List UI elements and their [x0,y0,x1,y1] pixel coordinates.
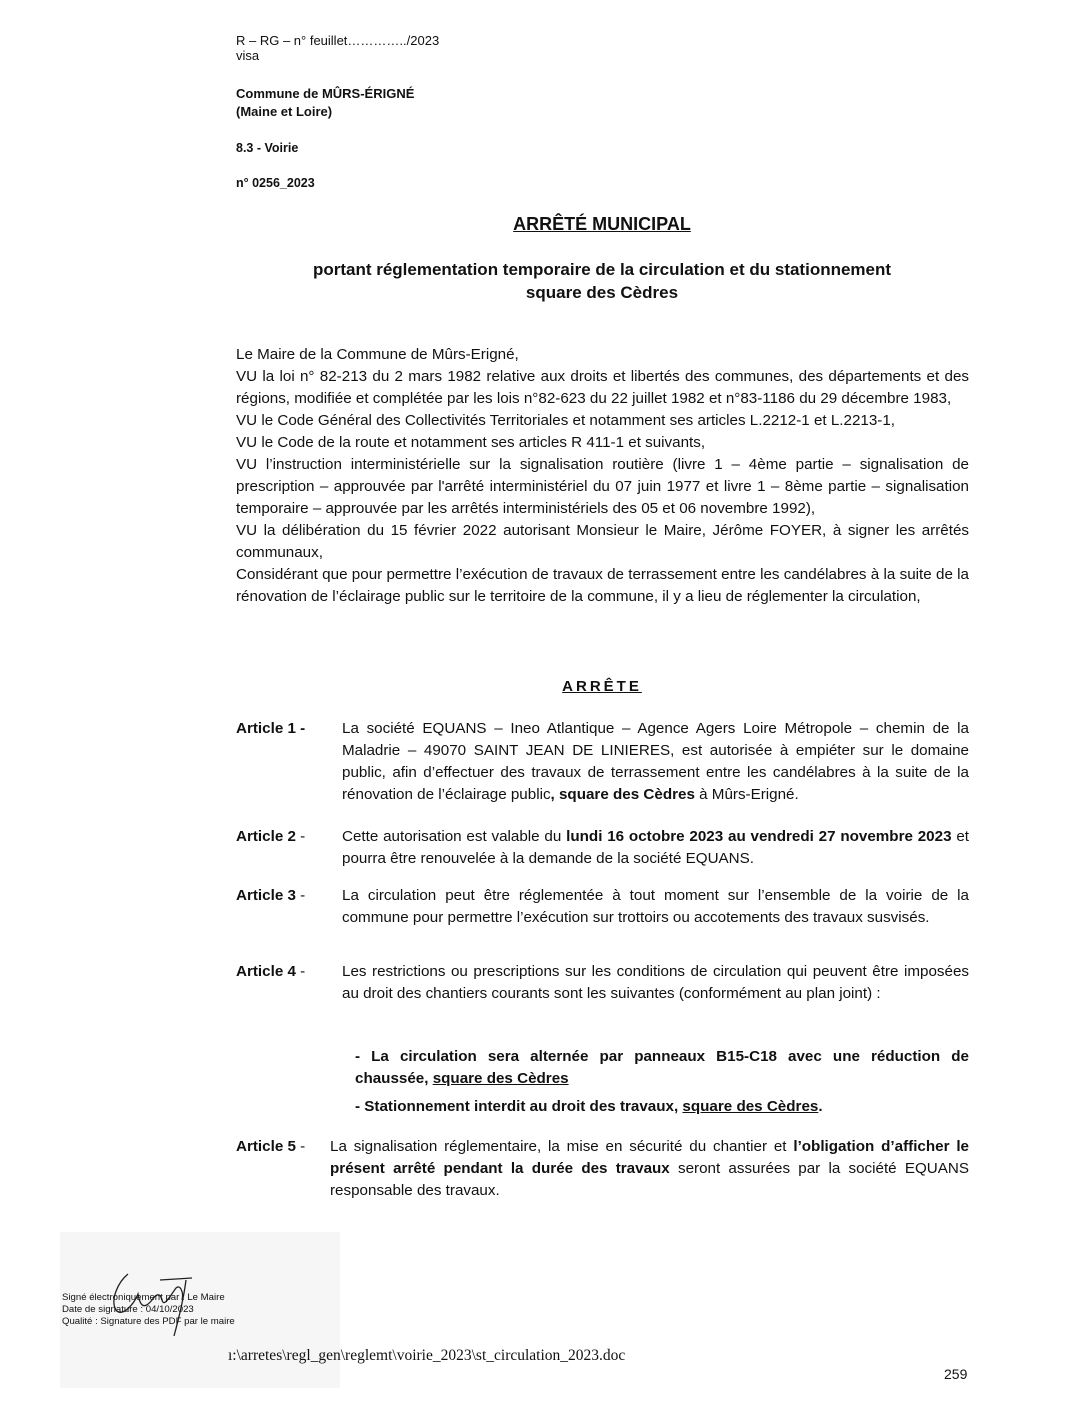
article-1-location: , square des Cèdres [550,786,695,803]
article-4-bullet-2 [355,1096,969,1118]
signature-date: Date de signature : 04/10/2023 [62,1304,194,1315]
article-2-label-dash: - [295,828,306,845]
article-1-label: Article 1 - [236,720,306,737]
signature-signer: Signé électroniquement par : Le Maire [62,1292,225,1303]
preamble-line: VU le Code de la route et notamment ses articles R 411-1 et suivants, [236,434,706,451]
article-1-text [342,718,969,806]
article-3-label [236,885,305,907]
page-number: 259 [944,1366,968,1382]
subtitle-line-1: portant réglementation temporaire de la circulation et du stationnement [312,260,892,279]
article-4-text: Les restrictions ou prescriptions sur les conditions de circulation qui peuvent être imposées au droit des chantiers courants sont les suivantes (conformément au plan joint) : [342,963,969,1002]
bullet-1-location: square des Cèdres [432,1070,569,1087]
commune-name: Commune de MÛRS-ÉRIGNÉ [236,86,415,101]
article-4-label [236,961,305,983]
decision-heading: ARRÊTE [562,678,642,695]
bullet-1-text: - La circulation sera alternée par panneaux B15-C18 avec une réduction de chaussée, [355,1048,969,1087]
visa-label: visa [236,48,260,63]
article-1-text-main: La société EQUANS – Ineo Atlantique – Agence Agers Loire Métropole – chemin de la Maladrie – 49070 SAINT JEAN DE LINIERES, est autorisée à empiéter sur le domaine public, afin d’effectuer des travaux de terrassement entre les candélabres à la suite de la rénovation de l’éclairage public [342,720,969,803]
article-2-label-bold: Article 2 [236,828,296,845]
article-5-text-end: seront assurées par la société EQUANS responsable des travaux. [330,1160,969,1199]
article-2-text-main: Cette autorisation est valable du [342,828,567,845]
article-5-obligation: l’obligation d’afficher le présent arrêté pendant la durée des travaux [330,1138,970,1177]
article-2-dates: lundi 16 octobre 2023 au vendredi 27 novembre 2023 [566,828,952,845]
decree-number: n° 0256_2023 [236,176,315,190]
department-name: (Maine et Loire) [236,104,333,119]
signature-details [62,1292,235,1328]
reference-line: R – RG – n° feuillet…………../2023 [236,33,440,48]
bullet-2-location: square des Cèdres [682,1098,819,1115]
article-5-label [236,1136,305,1158]
subtitle-line-2: square des Cèdres [525,283,679,302]
preamble-line: Considérant que pour permettre l’exécution de travaux de terrassement entre les candélabres à la suite de la rénovation de l’éclairage public sur le territoire de la commune, il y a lieu de réglementer la circulation, [236,566,969,605]
bullet-2-text: - Stationnement interdit au droit des travaux, [355,1098,683,1115]
preamble-line: VU la loi n° 82-213 du 2 mars 1982 relative aux droits et libertés des communes, des départements et des régions, modifiée et complétée par les lois n°82-623 du 22 juillet 1982 et n°83-1186 du 29 décembre 1983, [236,368,969,407]
article-4-bullet-1 [355,1046,969,1090]
article-3-label-bold: Article 3 [236,887,296,904]
category-label: 8.3 - Voirie [236,141,299,155]
document-title: ARRÊTÉ MUNICIPAL [513,214,691,234]
article-2-text [342,826,969,870]
article-5-label-bold: Article 5 [236,1138,296,1155]
article-5-text-main: La signalisation réglementaire, la mise en sécurité du chantier et [330,1138,794,1155]
preamble-line: VU la délibération du 15 février 2022 autorisant Monsieur le Maire, Jérôme FOYER, à signer les arrêtés communaux, [236,522,969,561]
file-path: ı:\arretes\regl_gen\reglemt\voirie_2023\st_circulation_2023.doc [228,1347,626,1364]
article-4-label-dash: - [295,963,306,980]
article-1-text-end: à Mûrs-Erigné. [694,786,799,803]
document-subtitle [0,258,1088,304]
signature-quality: Qualité : Signature des PDF par le maire [62,1316,235,1327]
article-4-label-bold: Article 4 [236,963,296,980]
article-5-label-dash: - [295,1138,306,1155]
preamble-line: VU l’instruction interministérielle sur la signalisation routière (livre 1 – 4ème partie – signalisation de prescription – approuvée par l'arrêté interministériel du 07 juin 1977 et livre 1 – 8ème partie – signalisation temporaire – approuvée par les arrêtés interministériels des 05 et 06 novembre 1992), [236,456,969,517]
article-3-label-dash: - [295,887,306,904]
article-2-text-end: et pourra être renouvelée à la demande de la société EQUANS. [342,828,970,867]
article-2-label [236,826,305,848]
preamble-line: Le Maire de la Commune de Mûrs-Erigné, [236,346,519,363]
article-3-text: La circulation peut être réglementée à tout moment sur l’ensemble de la voirie de la commune pour permettre l’exécution sur trottoirs ou accotements des travaux susvisés. [342,887,969,926]
preamble [236,344,969,608]
preamble-line: VU le Code Général des Collectivités Territoriales et notamment ses articles L.2212-1 et L.2213-1, [236,412,896,429]
article-5-text [330,1136,969,1202]
bullet-2-end: . [818,1098,823,1115]
